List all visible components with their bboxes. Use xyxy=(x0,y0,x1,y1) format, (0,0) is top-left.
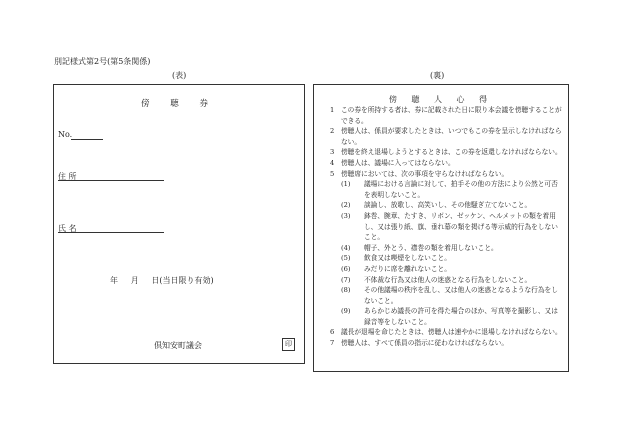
rule-item: 1 この券を所持する者は、券に記載された日に限り本会議を傍聴することができる。 xyxy=(330,106,562,125)
name-line xyxy=(58,232,164,233)
seal-mark: 印 xyxy=(282,338,295,351)
subrule-item: (3) 鉢巻、腕章、たすき、リボン、ゼッケン、ヘルメットの類を着用し、又は張り紙、旗、垂れ幕の類を掲げる等示威的行為をしないこと。 xyxy=(341,211,558,242)
rule-item: 6 議長が退場を命じたときは、傍聴人は速やかに退場しなければならない。 xyxy=(330,328,562,337)
rules-list xyxy=(330,105,564,349)
subrule-item: (5) 飲食又は喫煙をしないこと。 xyxy=(341,254,451,263)
form-label: 別記様式第2号(第5条関係) xyxy=(54,57,151,66)
rule-item: 5 傍聴席においては、次の事項を守らなければならない。 xyxy=(330,169,509,178)
back-side-label: (裏) xyxy=(430,71,445,80)
admission-ticket-front xyxy=(53,84,305,364)
ticket-title: 傍 聴 券 xyxy=(141,99,217,109)
subrule-item: (9) あらかじめ議長の許可を得た場合のほか、写真等を撮影し、又は録音等をしないこと。 xyxy=(341,307,558,326)
council-name: 倶知安町議会 xyxy=(154,341,202,350)
ticket-number-field xyxy=(58,130,72,139)
rule-item: 7 傍聴人は、すべて係員の指示に従わなければならない。 xyxy=(330,339,509,348)
ticket-number-label: No. xyxy=(58,130,73,139)
address-label: 住 所 xyxy=(58,172,77,181)
ticket-number-line xyxy=(71,139,103,140)
subrule-item: (8) その他議場の秩序を乱し、又は他人の迷惑となるような行為をしないこと。 xyxy=(341,286,558,305)
rule-item: 4 傍聴人は、議場に入ってはならない。 xyxy=(330,158,455,167)
rule-item: 2 傍聴人は、係員が要求したときは、いつでもこの券を呈示しなければならない。 xyxy=(330,127,562,146)
front-side-label: (表) xyxy=(172,71,187,80)
validity-date: 年 月 日(当日限り有効) xyxy=(110,276,214,285)
address-line xyxy=(58,180,164,181)
admission-ticket-back xyxy=(313,84,569,372)
subrule-item: (2) 談論し、放歌し、高笑いし、その他騒ぎ立てないこと。 xyxy=(341,201,532,210)
rule-item: 3 傍聴を終え退場しようとするときは、この券を返還しなければならない。 xyxy=(330,148,562,157)
subrule-item: (6) みだりに席を離れないこと。 xyxy=(341,264,451,273)
name-label: 氏 名 xyxy=(58,224,77,233)
subrule-item: (4) 帽子、外とう、襟巻の類を着用しないこと。 xyxy=(341,243,498,252)
subrule-item: (1) 議場における言論に対して、拍手その他の方法により公然と可否を表明しないこと。 xyxy=(341,180,558,199)
rules-title: 傍 聴 人 心 得 xyxy=(388,95,494,104)
subrule-item: (7) 不体裁な行為又は他人の迷惑となる行為をしないこと。 xyxy=(341,275,532,284)
